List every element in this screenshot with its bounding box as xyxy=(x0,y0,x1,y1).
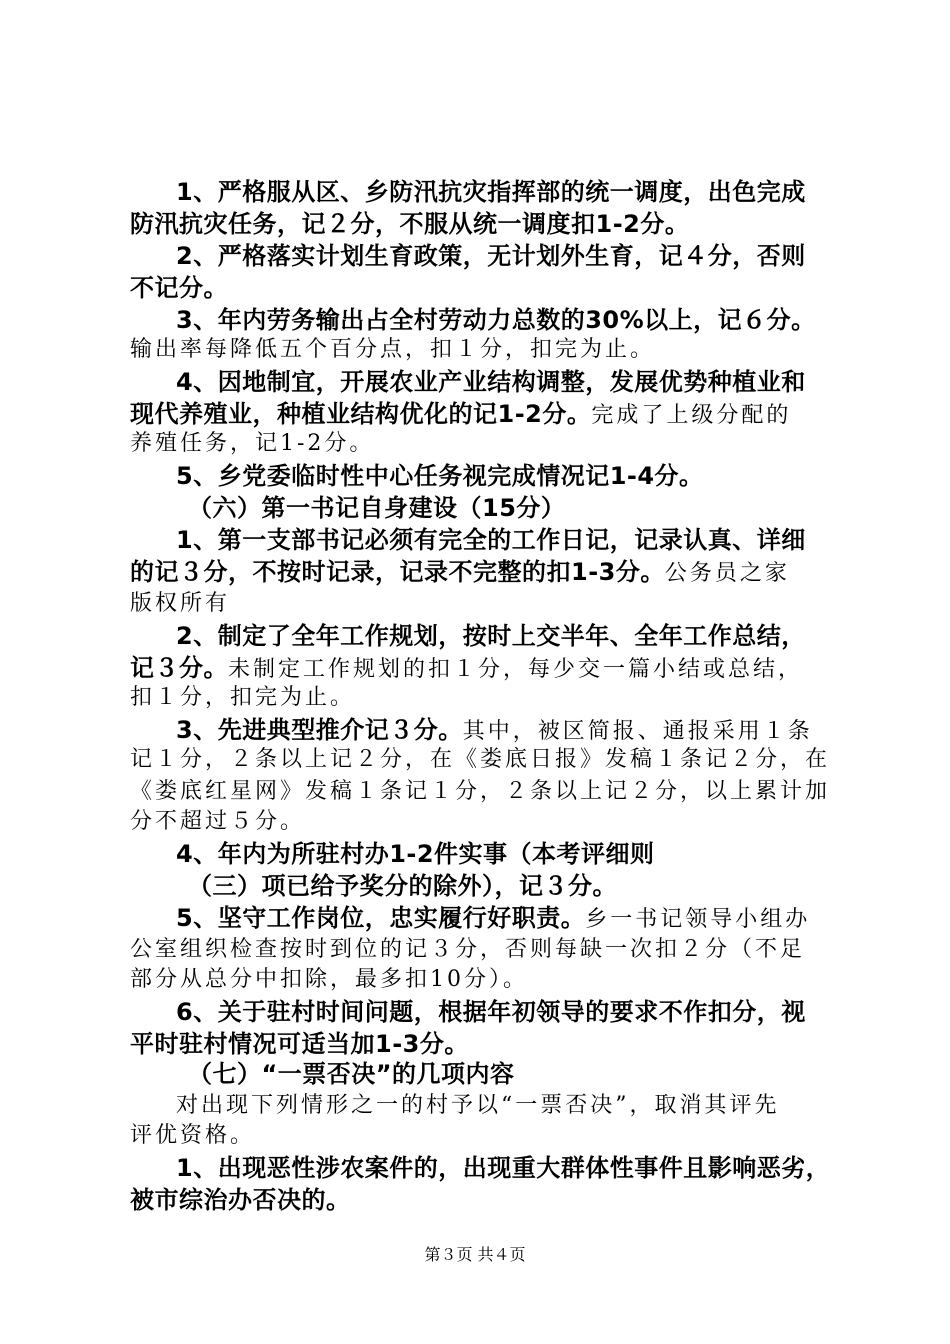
bold-text: 2、制定了全年工作规划，按时上交半年、全年工作总结， xyxy=(176,622,806,650)
page-footer: 第３页 共４页 xyxy=(424,1245,526,1264)
text-line xyxy=(130,806,305,838)
bold-text: 不记分。 xyxy=(130,274,228,302)
bold-text: 记３分。 xyxy=(130,654,228,682)
text-line xyxy=(130,934,805,966)
text-line xyxy=(130,1028,469,1060)
bold-text: 现代养殖业，种植业结构优化的记1-2分。 xyxy=(130,400,592,428)
text-line xyxy=(176,366,806,398)
text-line xyxy=(176,714,813,746)
plain-text: 记１分，２条以上记２分，在《娄底日报》发稿１条记２分，在 xyxy=(130,747,831,772)
plain-text: 未制定工作规划的扣１分，每少交一篇小结或总结， xyxy=(228,657,804,682)
bold-text: 2、严格落实计划生育政策，无计划外生育，记４分，否则 xyxy=(176,242,806,270)
text-line xyxy=(130,556,790,588)
bold-text: 的记３分，不按时记录，记录不完整的扣1-3分。 xyxy=(130,558,665,586)
text-line xyxy=(176,620,806,652)
bold-text: 3、年内劳务输出占全村劳动力总数的30%以上，记６分。 xyxy=(176,306,816,334)
bold-text: 5、坚守工作岗位，忠实履行好职责。 xyxy=(176,904,586,932)
text-line xyxy=(130,1184,351,1216)
plain-text: 部分从总分中扣除，最多扣10分）。 xyxy=(130,967,528,992)
plain-text: 分不超过５分。 xyxy=(130,809,306,834)
bold-text: 平时驻村情况可适当加1-3分。 xyxy=(130,1030,469,1058)
text-line xyxy=(130,428,374,460)
plain-text: 扣１分，扣完为止。 xyxy=(130,685,356,710)
plain-text: 养殖任务，记1-2分。 xyxy=(130,431,375,456)
bold-text: 防汛抗灾任务，记２分，不服从统一调度扣1-2分。 xyxy=(130,210,690,238)
text-line xyxy=(130,744,830,776)
text-line xyxy=(176,838,655,870)
bold-text: 1、第一支部书记必须有完全的工作日记，记录认真、详细 xyxy=(176,526,806,554)
plain-text: 评优资格。 xyxy=(130,1123,256,1148)
text-line xyxy=(176,176,806,208)
bold-text: 1、严格服从区、乡防汛抗灾指挥部的统一调度，出色完成 xyxy=(176,178,806,206)
bold-text: （六）第一书记自身建设（15分） xyxy=(188,494,566,522)
text-line xyxy=(130,398,791,430)
plain-text: 对出现下列情形之一的村予以“一票否决”，取消其评先 xyxy=(176,1093,780,1118)
plain-text: 其中，被区简报、通报采用１条 xyxy=(462,719,813,744)
text-line xyxy=(130,652,803,684)
text-line xyxy=(176,996,806,1028)
bold-text: 6、关于驻村时间问题，根据年初领导的要求不作扣分，视 xyxy=(176,998,806,1026)
text-line xyxy=(130,272,228,304)
bold-text: 1、出现恶性涉农案件的，出现重大群体性事件且影响恶劣， xyxy=(176,1154,831,1182)
plain-text: 公室组织检查按时到位的记３分，否则每缺一次扣２分（不足 xyxy=(130,937,806,962)
text-line xyxy=(176,524,806,556)
text-line xyxy=(130,334,655,366)
bold-text: 5、乡党委临时性中心任务视完成情况记1-4分。 xyxy=(176,462,704,490)
bold-text: （七）“一票否决”的几项内容 xyxy=(188,1060,515,1088)
bold-text: 3、先进典型推介记３分。 xyxy=(176,716,463,744)
bold-text: 4、年内为所驻村办1-2件实事（本考评细则 xyxy=(176,840,655,868)
text-line xyxy=(176,902,810,934)
text-line xyxy=(176,1090,780,1122)
plain-text: 版权所有 xyxy=(130,591,231,616)
plain-text: 输出率每降低五个百分点，扣１分，扣完为止。 xyxy=(130,337,656,362)
bold-text: （三）项已给予奖分的除外），记３分。 xyxy=(188,872,617,900)
text-line xyxy=(176,304,816,336)
text-line xyxy=(130,208,689,240)
plain-text: 乡一书记领导小组办 xyxy=(585,907,811,932)
text-line xyxy=(176,240,806,272)
text-line xyxy=(188,870,617,902)
text-line xyxy=(176,1152,830,1184)
text-line xyxy=(130,682,355,714)
plain-text: 《娄底红星网》发稿１条记１分，２条以上记２分，以上累计加 xyxy=(130,779,831,804)
bold-text: 4、因地制宜，开展农业产业结构调整，发展优势种植业和 xyxy=(176,368,806,396)
text-line xyxy=(188,1058,515,1090)
text-line xyxy=(130,776,830,808)
plain-text: 完成了上级分配的 xyxy=(591,403,792,428)
text-line xyxy=(130,588,230,620)
text-line xyxy=(188,492,565,524)
plain-text: 公务员之家 xyxy=(664,561,790,586)
text-line xyxy=(176,460,704,492)
text-line xyxy=(130,964,528,996)
text-line xyxy=(130,1120,255,1152)
bold-text: 被市综治办否决的。 xyxy=(130,1186,351,1214)
